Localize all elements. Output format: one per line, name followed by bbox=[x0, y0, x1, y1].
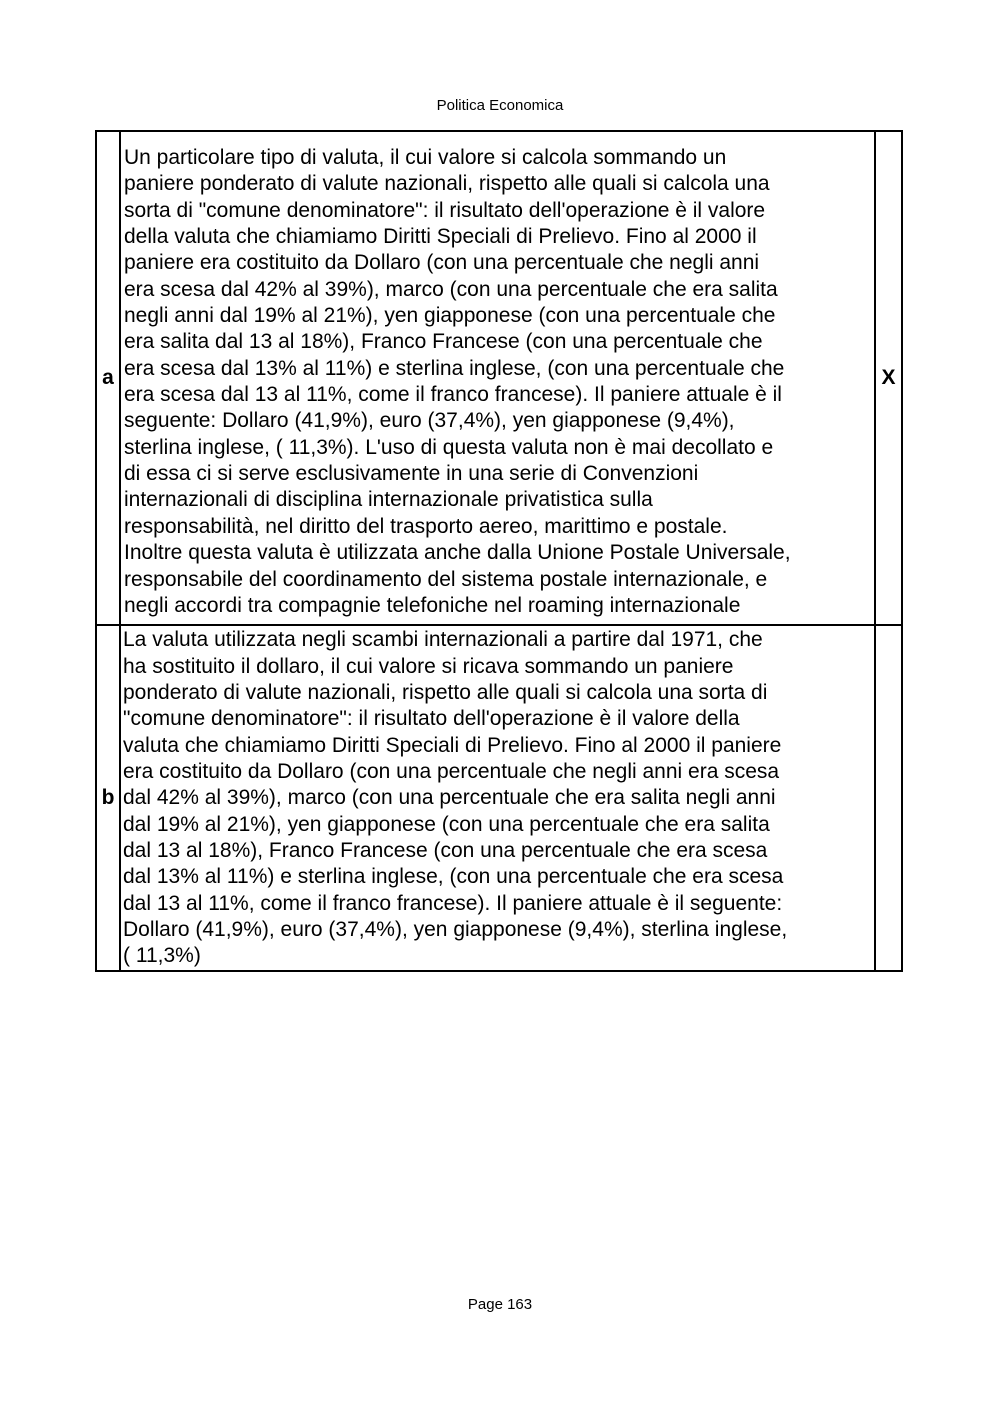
text-line: era costituito da Dollaro (con una percentuale che negli anni era scesa bbox=[123, 759, 780, 783]
text-line: era scesa dal 13 al 11%, come il franco francese). Il paniere attuale è il bbox=[124, 383, 782, 407]
text-line: Dollaro (41,9%), euro (37,4%), yen giapponese (9,4%), sterlina inglese, bbox=[123, 917, 788, 941]
text-line: era scesa dal 13% al 11%) e sterlina inglese, (con una percentuale che bbox=[124, 356, 785, 380]
answer-row-a bbox=[96, 131, 902, 625]
text-line: internazionali di disciplina internazionale privatistica sulla bbox=[124, 488, 653, 512]
option-text bbox=[120, 625, 875, 970]
option-letter: b bbox=[96, 625, 120, 970]
text-line: era salita dal 13 al 18%), Franco Francese (con una percentuale che bbox=[124, 330, 763, 354]
answer-table bbox=[95, 130, 903, 972]
text-line: dal 13% al 11%) e sterlina inglese, (con una percentuale che era scesa bbox=[123, 865, 784, 889]
text-line: era scesa dal 42% al 39%), marco (con una percentuale che era salita bbox=[124, 277, 778, 301]
text-line: negli accordi tra compagnie telefoniche nel roaming internazionale bbox=[124, 593, 741, 617]
text-line: ( 11,3%) bbox=[123, 944, 201, 968]
text-line: negli anni dal 19% al 21%), yen giapponese (con una percentuale che bbox=[124, 304, 776, 328]
page-header: Politica Economica bbox=[436, 97, 564, 114]
text-line: della valuta che chiamiamo Diritti Speciali di Prelievo. Fino al 2000 il bbox=[124, 225, 757, 249]
text-line: ha sostituito il dollaro, il cui valore si ricava sommando un paniere bbox=[123, 654, 734, 678]
text-line: "comune denominatore": il risultato dell'operazione è il valore della bbox=[123, 707, 740, 731]
option-text bbox=[120, 131, 875, 625]
answer-mark-empty bbox=[875, 625, 902, 970]
text-line: dal 13 al 11%, come il franco francese). Il paniere attuale è il seguente: bbox=[123, 891, 783, 915]
text-line: Un particolare tipo di valuta, il cui valore si calcola sommando un bbox=[124, 146, 727, 169]
text-line: La valuta utilizzata negli scambi internazionali a partire dal 1971, che bbox=[123, 628, 763, 652]
option-letter: a bbox=[96, 131, 120, 625]
text-line: dal 13 al 18%), Franco Francese (con una percentuale che era scesa bbox=[123, 838, 768, 862]
text-line: sterlina inglese, ( 11,3%). L'uso di questa valuta non è mai decollato e bbox=[124, 435, 774, 459]
text-line: ponderato di valute nazionali, rispetto alle quali si calcola una sorta di bbox=[123, 680, 768, 704]
text-line: seguente: Dollaro (41,9%), euro (37,4%), yen giapponese (9,4%), bbox=[124, 409, 735, 433]
page-number: Page 163 bbox=[467, 1296, 533, 1313]
answer-row-b bbox=[96, 625, 902, 970]
correct-answer-mark: X bbox=[875, 131, 902, 625]
text-line: paniere era costituito da Dollaro (con una percentuale che negli anni bbox=[124, 251, 760, 275]
text-line: paniere ponderato di valute nazionali, rispetto alle quali si calcola una bbox=[124, 172, 770, 196]
text-line: Inoltre questa valuta è utilizzata anche dalla Unione Postale Universale, bbox=[124, 541, 791, 565]
text-line: dal 19% al 21%), yen giapponese (con una percentuale che era salita bbox=[123, 812, 770, 836]
text-line: responsabilità, nel diritto del trasporto aereo, marittimo e postale. bbox=[124, 514, 728, 538]
text-line: sorta di "comune denominatore": il risultato dell'operazione è il valore bbox=[124, 198, 766, 222]
text-line: responsabile del coordinamento del sistema postale internazionale, e bbox=[124, 567, 768, 591]
text-line: valuta che chiamiamo Diritti Speciali di Prelievo. Fino al 2000 il paniere bbox=[123, 733, 782, 757]
text-line: dal 42% al 39%), marco (con una percentuale che era salita negli anni bbox=[123, 786, 776, 810]
text-line: di essa ci si serve esclusivamente in una serie di Convenzioni bbox=[124, 462, 699, 486]
